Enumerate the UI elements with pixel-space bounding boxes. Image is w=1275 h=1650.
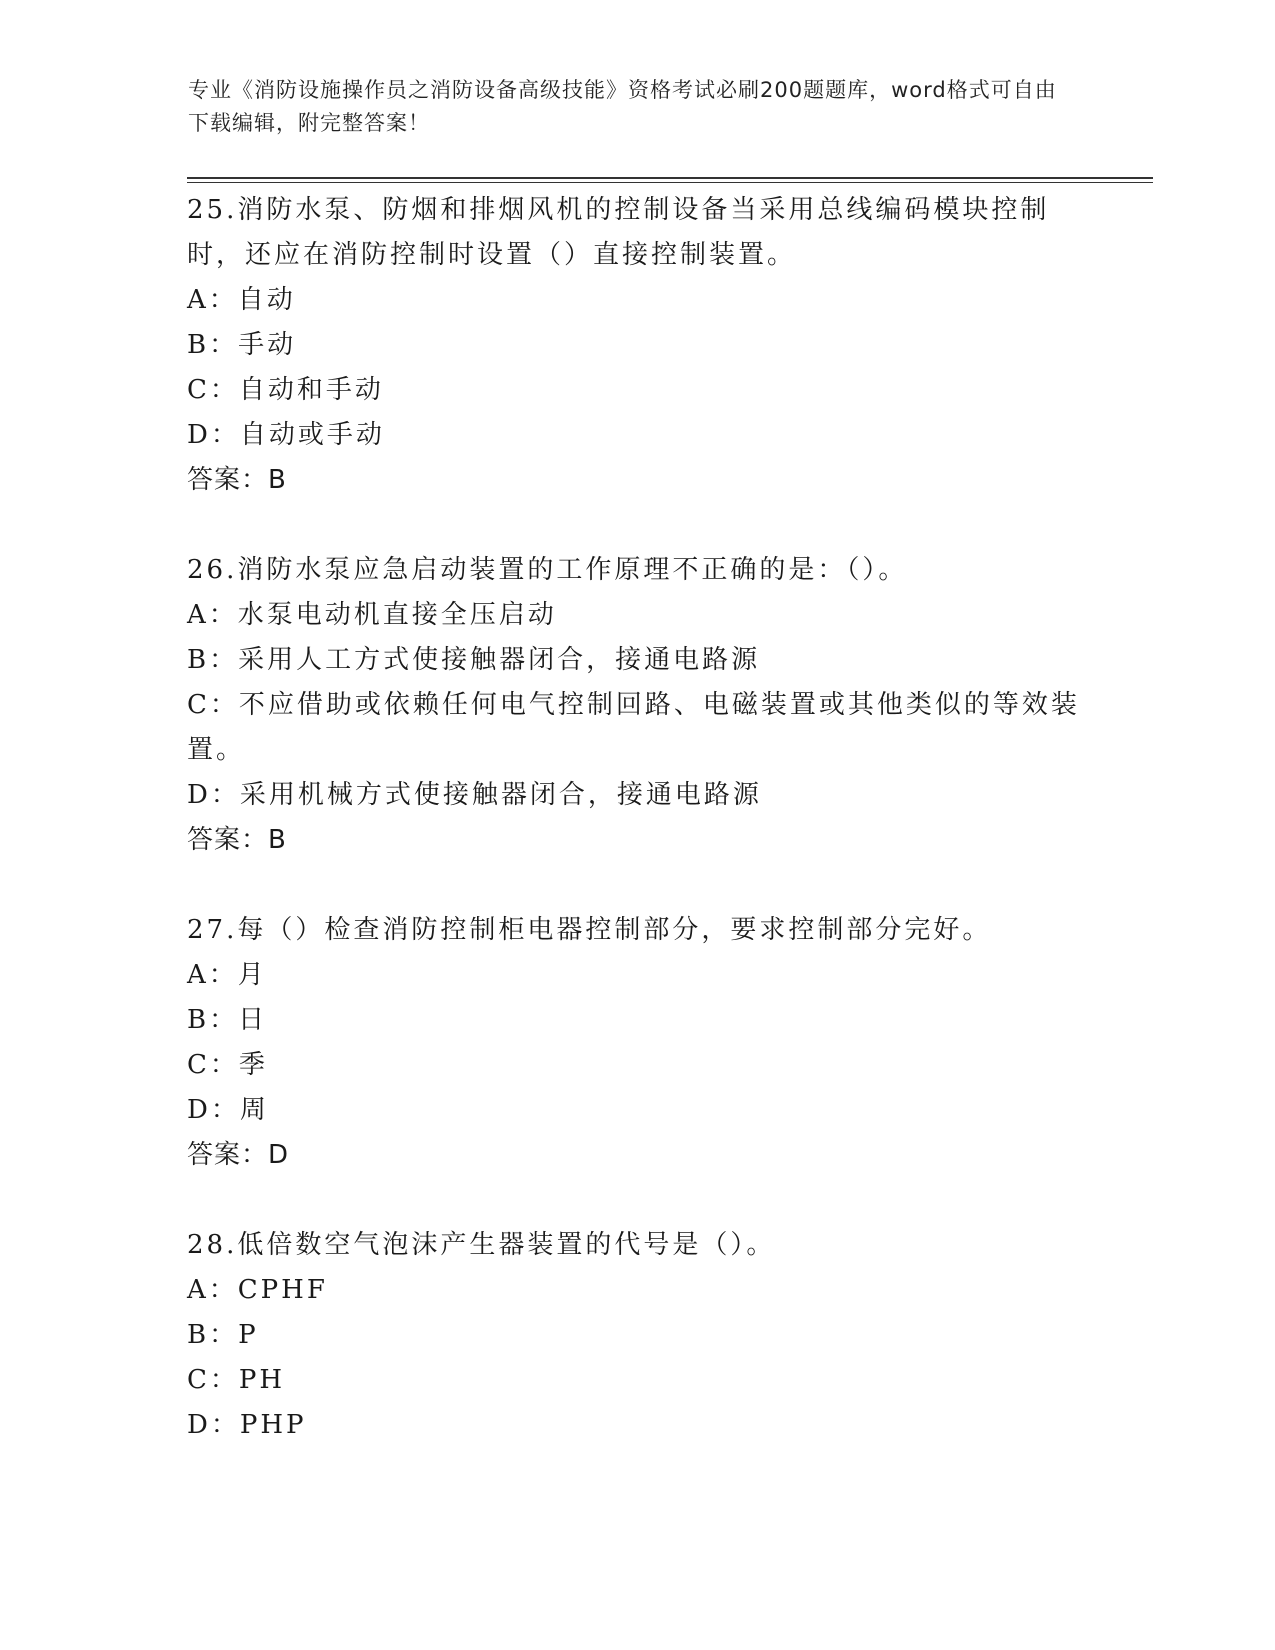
option-b: B：日 (187, 1005, 268, 1035)
question-28 (187, 1223, 1087, 1448)
question-25 (187, 188, 1087, 503)
question-spacer (187, 1178, 1087, 1223)
question-stem: 26.消防水泵应急启动装置的工作原理不正确的是：（）。 (187, 555, 908, 585)
option-a: A：CPHF (187, 1275, 328, 1305)
answer-line: 答案：B (187, 825, 287, 855)
option-a: A：水泵电动机直接全压启动 (187, 600, 557, 630)
answer-line: 答案：B (187, 465, 287, 495)
option-a: A：月 (187, 960, 267, 990)
answer-line: 答案：D (187, 1140, 290, 1170)
question-spacer (187, 503, 1087, 548)
question-list (187, 188, 1087, 1448)
option-a: A：自动 (187, 285, 296, 315)
question-stem: 25.消防水泵、防烟和排烟风机的控制设备当采用总线编码模块控制时，还应在消防控制时设置（）直接控制装置。 (187, 195, 1050, 270)
document-header: 专业《消防设施操作员之消防设备高级技能》资格考试必刷200题题库，word格式可自由下载编辑，附完整答案！ (188, 78, 1057, 135)
option-b: B：手动 (187, 330, 297, 360)
option-d: D：周 (187, 1095, 269, 1125)
question-spacer (187, 863, 1087, 908)
question-27 (187, 908, 1087, 1178)
option-c: C：PH (187, 1365, 286, 1395)
option-c: C：不应借助或依赖任何电气控制回路、电磁装置或其他类似的等效装置。 (187, 690, 1080, 765)
question-stem: 27.每（）检查消防控制柜电器控制部分，要求控制部分完好。 (187, 915, 992, 945)
option-c: C：自动和手动 (187, 375, 384, 405)
question-stem: 28.低倍数空气泡沫产生器装置的代号是（）。 (187, 1230, 776, 1260)
option-d: D：PHP (187, 1410, 307, 1440)
question-26 (187, 548, 1087, 863)
option-b: B：采用人工方式使接触器闭合，接通电路源 (187, 645, 761, 675)
header-divider-thick (187, 177, 1153, 179)
option-d: D：自动或手动 (187, 420, 385, 450)
option-d: D：采用机械方式使接触器闭合，接通电路源 (187, 780, 762, 810)
option-b: B：P (187, 1320, 259, 1350)
header-divider-thin (187, 182, 1153, 183)
option-c: C：季 (187, 1050, 268, 1080)
